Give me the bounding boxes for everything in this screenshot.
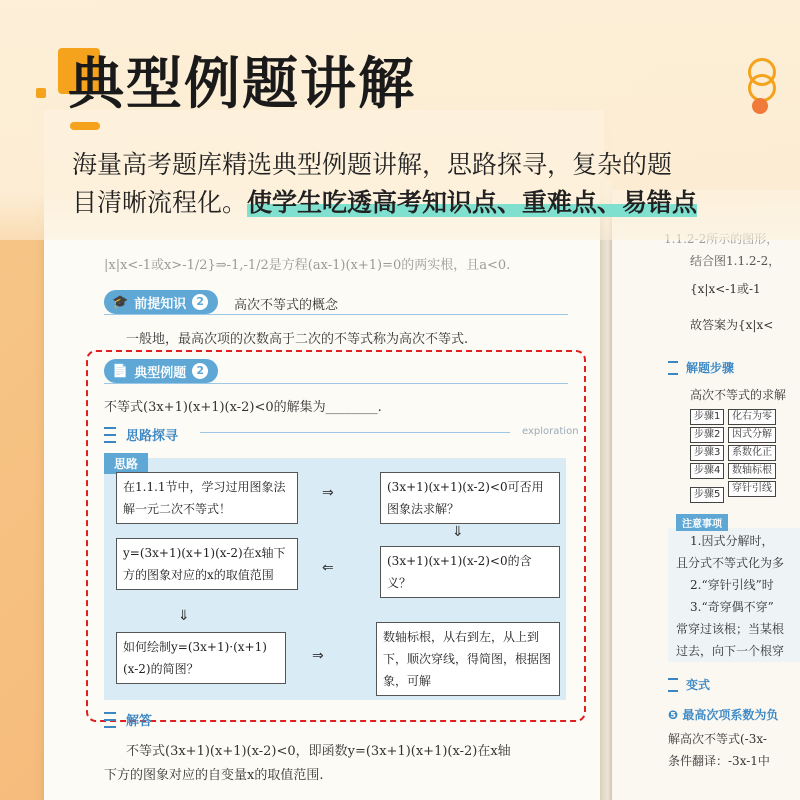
list-icon — [668, 361, 678, 375]
note-line: 3.“奇穿偶不穿” — [690, 600, 774, 614]
variant-heading-label: 变式 — [686, 678, 711, 692]
steps-heading — [668, 359, 734, 376]
thinking-tag: 思路 — [104, 453, 148, 474]
document-icon: 📄 — [112, 363, 129, 379]
example-number: 2 — [192, 363, 208, 379]
divider — [200, 432, 510, 433]
prereq-topic: 高次不等式的概念 — [234, 298, 339, 313]
explore-heading-label: 思路探寻 — [126, 429, 179, 444]
banner-title: 典型例题讲解 — [68, 52, 416, 117]
variant-heading — [668, 676, 710, 693]
explore-en-label: exploration — [522, 426, 579, 437]
list-icon — [104, 712, 116, 728]
note-line: 且分式不等式化为多 — [676, 556, 785, 570]
note-tag: 注意事项 — [676, 514, 728, 531]
accent-bar — [70, 122, 100, 130]
arrow-right-icon: ⇒ — [322, 485, 334, 501]
divider — [104, 314, 568, 315]
arrow-right-icon: ⇒ — [312, 648, 324, 664]
step-label: 步骤4 — [690, 463, 724, 479]
flow-box-4: (3x+1)(x+1)(x-2)<0的含义？ — [380, 546, 560, 598]
step-label: 步骤3 — [690, 445, 724, 461]
prereq-text: 一般地，最高次项的次数高于二次的不等式称为高次不等式. — [126, 332, 469, 347]
accent-dot — [36, 88, 46, 98]
right-text: 结合图1.1.2-2， — [690, 254, 781, 268]
arrow-down-icon: ⇓ — [178, 608, 190, 624]
right-text: 故答案为{x|x< — [690, 318, 774, 332]
variant-line: 解高次不等式(-3x- — [668, 732, 767, 746]
banner-description — [72, 146, 792, 222]
graduation-cap-icon: 🎓 — [112, 294, 129, 310]
list-icon — [668, 678, 678, 692]
steps-heading-label: 解题步骤 — [686, 361, 735, 375]
flow-box-6: 数轴标根，从右到左，从上到下，顺次穿线，得简图，根据图象，可解 — [376, 622, 560, 696]
arrow-left-icon: ⇐ — [322, 560, 334, 576]
note-line: 常穿过该根；当某根 — [676, 622, 785, 636]
explore-heading — [104, 425, 178, 444]
flow-box-3: y=(3x+1)(x+1)(x-2)在x轴下方的图象对应的x的取值范围 — [116, 538, 298, 590]
desc-line-1: 海量高考题库精选典型例题讲解，思路探寻，复杂的题 — [72, 150, 673, 179]
step-text: 数轴标根 — [728, 463, 776, 479]
step-label: 步骤2 — [690, 427, 724, 443]
variant-item: ❺ 最高次项系数为负 — [668, 708, 779, 722]
example-pill — [104, 359, 218, 383]
answer-heading-label: 解答 — [126, 714, 153, 729]
example-label: 典型例题 — [134, 365, 187, 381]
note-line: 1.因式分解时， — [690, 534, 774, 548]
answer-line-1: 不等式(3x+1)(x+1)(x-2)<0，即函数y=(3x+1)(x+1)(x-2)在x轴 — [126, 744, 511, 759]
list-icon — [104, 427, 116, 443]
flow-box-5: 如何绘制y=(3x+1)·(x+1)(x-2)的简图？ — [116, 632, 286, 684]
step-label: 步骤5 — [690, 487, 724, 503]
step-text: 化右为零 — [728, 409, 776, 425]
prereq-number: 2 — [192, 294, 208, 310]
prereq-pill — [104, 290, 218, 314]
flow-box-2: (3x+1)(x+1)(x-2)<0可否用图象法求解？ — [380, 472, 560, 524]
faint-text-line: |x|x<-1或x>-1/2}⇒-1,-1/2是方程(ax-1)(x+1)=0的两实根，且a<0. — [104, 258, 511, 273]
answer-line-2: 下方的图象对应的自变量x的取值范围. — [104, 768, 324, 783]
desc-line-2-plain: 目清晰流程化。 — [72, 188, 248, 217]
prereq-label: 前提知识 — [134, 296, 187, 312]
accent-circle — [752, 98, 768, 114]
desc-line-2 — [72, 184, 792, 222]
arrow-down-icon: ⇓ — [452, 524, 464, 540]
divider — [104, 383, 568, 384]
desc-highlight: 使学生吃透高考知识点、重难点、易错点 — [247, 188, 698, 217]
variant-line: 条件翻译：-3x-1中 — [668, 754, 770, 768]
step-text: 系数化正 — [728, 445, 776, 461]
step-label: 步骤1 — [690, 409, 724, 425]
flow-box-1: 在1.1.1节中，学习过用图象法解一元二次不等式！ — [116, 472, 298, 524]
steps-intro: 高次不等式的求解 — [690, 388, 787, 402]
answer-heading — [104, 710, 152, 729]
right-text: {x|x<-1或-1 — [690, 282, 761, 296]
note-line: 2.“穿针引线”时 — [690, 578, 774, 592]
question-text: 不等式(3x+1)(x+1)(x-2)<0的解集为________. — [104, 400, 382, 415]
step-text: 因式分解 — [728, 427, 776, 443]
note-line: 过去，向下一个根穿 — [676, 644, 785, 658]
step-text: 穿针引线 — [728, 481, 776, 497]
